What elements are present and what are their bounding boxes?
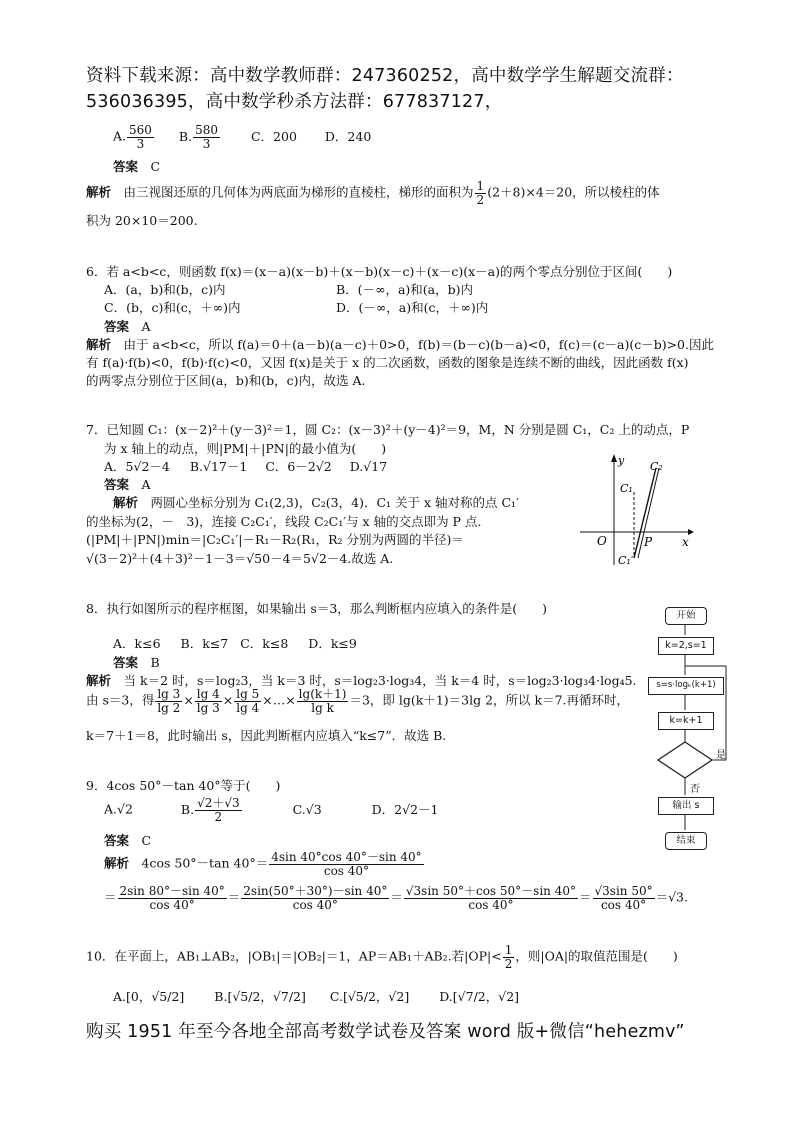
q7-analysis-1: 解析 两圆心坐标分别为 C₁(2,3)，C₂(3，4)．C₁ 关于 x 轴对称的点 C₁′ [113, 495, 519, 510]
flow-no: 否 [690, 784, 700, 795]
flow-end: 结束 [665, 832, 707, 850]
graph-c2-label: C₂ [650, 460, 663, 473]
q5-analysis-1: 解析 由三视图还原的几何体为两底面为梯形的直棱柱，梯形的面积为 $\frac{1}{2}$ (2＋8)×4＝20，所以棱柱的体 [86, 179, 660, 207]
q5-opt-a-frac: $\frac{560}{3}$ [129, 123, 152, 151]
q7-answer: 答案 A [104, 477, 151, 492]
q8-options: A．k≤6 B．k≤7 C．k≤8 D．k≤9 [113, 636, 357, 651]
q5-answer: 答案 C [113, 159, 161, 174]
flow-inc: k=k+1 [658, 712, 714, 730]
q9-answer: 答案 C [104, 833, 152, 848]
graph-x-label: x [682, 535, 689, 549]
q8-flowchart [640, 600, 740, 860]
header-line-1: 资料下载来源：高中数学教师群：247360252，高中数学学生解题交流群： [86, 66, 684, 86]
q8-analysis-1: 解析 当 k＝2 时，s＝log₂3，当 k＝3 时，s＝log₂3·log₃4，当 k＝4 时，s＝log₂3·log₃4·log₄5. [86, 673, 637, 688]
q9-analysis-1: 解析 4cos 50°－tan 40°＝ $\frac{4\sin 40^\circ\cos 40^\circ-\sin 40^\circ}{\cos 40^\circ}$ [104, 850, 422, 878]
q9-options: A.√2 B. $\frac{√2+√3}{2}$ C.√3 D．2√2－1 [104, 796, 439, 824]
q5-opt-c: C．200 [250, 128, 297, 144]
graph-o-label: O [597, 534, 607, 548]
q7-stem-2: 为 x 轴上的动点，则|PM|＋|PN|的最小值为( ) [104, 441, 387, 456]
q6-analysis-2: 有 f(a)·f(b)<0，f(b)·f(c)<0，又因 f(x)是关于 x 的二次函数，函数的图象是连续不断的曲线，因此函数 f(x) [86, 355, 689, 370]
q7-analysis-3: (|PM|＋|PN|)min＝|C₂C₁′|－R₁－R₂(R₁，R₂ 分别为两圆的半径)＝ [86, 532, 464, 547]
q8-stem: 8．执行如图所示的程序框图，如果输出 s＝3，那么判断框内应填入的条件是( ) [86, 601, 548, 616]
q5-opt-a-label: A. [113, 128, 127, 144]
q6-answer: 答案 A [104, 319, 151, 334]
graph-c1-label: C₁ [620, 482, 633, 495]
flow-start: 开始 [665, 607, 707, 625]
q9-analysis-2: ＝ $\frac{2\sin 80^\circ-\sin 40^\circ}{\cos 40^\circ}$ ＝ $\frac{2\sin(50^\circ+30^\circ)-\sin 40^\circ}{\cos 40^\circ}$ ＝ $\frac{√3\sin 50^\circ+\cos 50^\circ-\sin 40^\circ}{\cos 40^\circ}$ ＝ $\frac{√3\sin 50^\circ}{\cos 40^\circ}$ ＝√3. [104, 884, 688, 912]
q5-analysis-2: 积为 20×10＝200. [86, 213, 198, 228]
graph-y-label: y [618, 454, 625, 467]
flow-init: k=2,s=1 [658, 637, 714, 655]
q6-opt-c: C．(b，c)和(c，＋∞)内 [104, 300, 241, 315]
q5-opt-d: D．240 [324, 128, 372, 144]
q6-stem: 6．若 a<b<c，则函数 f(x)＝(x－a)(x－b)＋(x－b)(x－c)＋(x－c)(x－a)的两个零点分别位于区间( ) [86, 264, 673, 279]
q7-options: A．5√2－4 B.√17－1 C．6－2√2 D.√17 [104, 459, 388, 474]
q7-analysis-2: 的坐标为(2，－ 3)，连接 C₂C₁′，线段 C₂C₁′与 x 轴的交点即为 P 点. [86, 514, 482, 529]
footer-ad: 购买 1951 年至今各地全部高考数学试卷及答案 word 版+微信“hehezmv” [86, 1022, 685, 1042]
q6-analysis-1: 解析 由于 a<b<c，所以 f(a)＝0＋(a－b)(a－c)＋0>0，f(b)＝(b－c)(b－a)<0，f(c)＝(c－a)(c－b)>0.因此 [86, 337, 714, 352]
graph-p-label: P [644, 535, 653, 549]
q5-opt-b-label: B. [178, 128, 193, 144]
flow-output: 输出 s [658, 797, 714, 815]
q6-opt-d: D．(－∞，a)和(c，＋∞)内 [336, 300, 489, 315]
q5-options [113, 124, 371, 150]
q8-analysis-3: k＝7＋1＝8，此时输出 s，因此判断框内应填入“k≤7”．故选 B. [86, 728, 447, 743]
q6-opt-a: A．(a，b)和(b，c)内 [104, 282, 226, 297]
q10-stem: 10．在平面上，AB₁⊥AB₂，|OB₁|＝|OB₂|＝1，AP＝AB₁＋AB₂.若|OP|< $\frac{1}{2}$ ，则|OA|的取值范围是( ) [86, 943, 678, 971]
q5-opt-b-frac: $\frac{580}{3}$ [195, 123, 218, 151]
graph-c1p-label: C₁′ [618, 554, 634, 567]
flow-update: s=s·logₖ(k+1) [648, 677, 724, 695]
q7-graph [570, 450, 700, 570]
q8-analysis-2: 由 s＝3，得 $\frac{\lg 3}{\lg 2}$ × $\frac{\lg 4}{\lg 3}$ × $\frac{\lg 5}{\lg 4}$ ×…× $\frac{\lg(k+1)}{\text{lg k}}$ ＝3，即 lg(k＋1)＝3lg 2，所以 k＝7.再循环时， [86, 687, 630, 715]
q9-stem: 9．4cos 50°－tan 40°等于( ) [86, 778, 281, 793]
q7-analysis-4: √(3－2)²＋(4＋3)²－1－3＝√50－4＝5√2－4.故选 A. [86, 551, 394, 566]
q6-opt-b: B．(－∞，a)和(a，b)内 [336, 282, 474, 297]
q6-analysis-3: 的两零点分别位于区间(a，b)和(b，c)内，故选 A. [86, 373, 366, 388]
q10-options: A.[0，√5/2] B.[√5/2，√7/2] C.[√5/2，√2] D.[√7/2，√2] [113, 989, 520, 1004]
flow-yes: 是 [716, 750, 726, 761]
q7-stem-1: 7．已知圆 C₁：(x－2)²＋(y－3)²＝1，圆 C₂：(x－3)²＋(y－4)²＝9，M，N 分别是圆 C₁，C₂ 上的动点，P [86, 422, 690, 437]
header-line-2: 536036395，高中数学秒杀方法群：677837127， [86, 92, 503, 112]
q8-answer: 答案 B [113, 655, 160, 670]
